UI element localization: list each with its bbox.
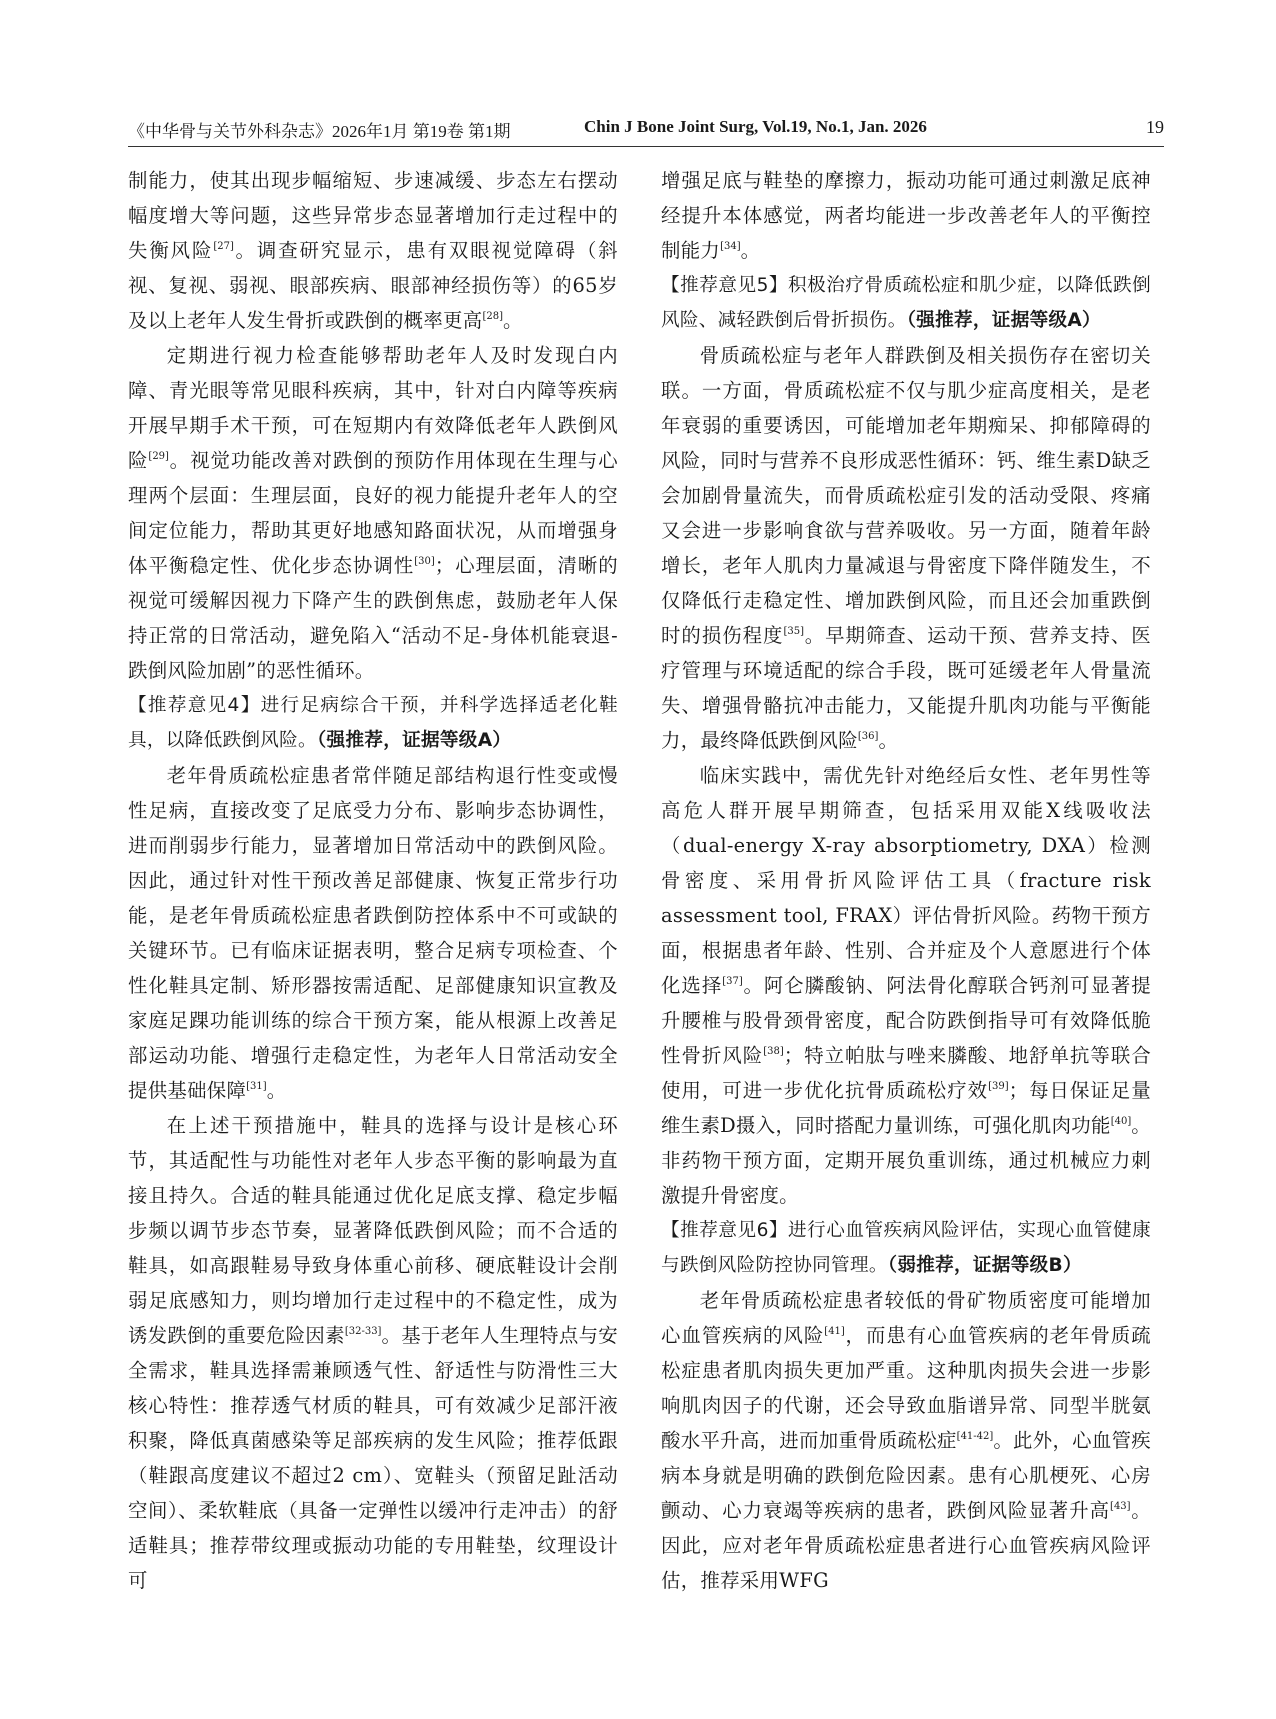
citation: [30] bbox=[414, 556, 435, 567]
citation: [36] bbox=[857, 731, 879, 742]
citation: [40] bbox=[1110, 1116, 1132, 1127]
citation: [38] bbox=[763, 1046, 784, 1057]
recommendation-6: 【推荐意见6】进行心血管疾病风险评估，实现心血管健康与跌倒风险防控协同管理。（弱推荐，证据等级B） bbox=[661, 1220, 1151, 1276]
recommendation-label: 【推荐意见5】 bbox=[661, 275, 789, 296]
citation: [32-33] bbox=[344, 1326, 382, 1337]
citation: [43] bbox=[1110, 1501, 1131, 1512]
evidence-grade: （弱推荐，证据等级B） bbox=[887, 1255, 1082, 1276]
citation: [28] bbox=[482, 311, 503, 322]
citation: [35] bbox=[783, 626, 804, 637]
paragraph-vision-check: 定期进行视力检查能够帮助老年人及时发现白内障、青光眼等常见眼科疾病，其中，针对白内障等疾病开展早期手术干预，可在短期内有效降低老年人跌倒风险[29]。视觉功能改善对跌倒的预防作用体现在生理与心理两个层面：生理层面，良好的视力能提升老年人的空间定位能力，帮助其更好地感知路面状况，从而增强身体平衡稳定性、优化步态协调性[30]；心理层面，清晰的视觉可缓解因视力下降产生的跌倒焦虑，鼓励老年人保持正常的日常活动，避免陷入“活动不足-身体机能衰退-跌倒风险加剧”的恶性循环。 bbox=[128, 344, 618, 682]
paragraph-footwear: 在上述干预措施中，鞋具的选择与设计是核心环节，其适配性与功能性对老年人步态平衡的影响最为直接且持久。合适的鞋具能通过优化足底支撑、稳定步幅步频以调节步态节奏，显著降低跌倒风险；而不合适的鞋具，如高跟鞋易导致身体重心前移、硬底鞋设计会削弱足底感知力，则均增加行走过程中的不稳定性，成为诱发跌倒的重要危险因素[32-33]。基于老年人生理特点与安全需求，鞋具选择需兼顾透气性、舒适性与防滑性三大核心特性：推荐透气材质的鞋具，可有效减少足部汗液积聚，降低真菌感染等足部疾病的发生风险；推荐低跟（鞋跟高度建议不超过2 cm）、宽鞋头（预留足趾活动空间）、柔软鞋底（具备一定弹性以缓冲行走冲击）的舒适鞋具；推荐带纹理或振动功能的专用鞋垫，纹理设计可 bbox=[128, 1114, 618, 1592]
recommendation-label: 【推荐意见4】 bbox=[128, 695, 261, 716]
running-header bbox=[128, 117, 1164, 145]
right-column bbox=[661, 163, 1151, 1663]
left-column bbox=[128, 163, 618, 1663]
paragraph-clinical-practice: 临床实践中，需优先针对绝经后女性、老年男性等高危人群开展早期筛查，包括采用双能X线吸收法（dual-energy X-ray absorptiometry, DXA）检测骨密度、采用骨折风险评估工具（fracture risk assessment tool, FRAX）评估骨折风险。药物干预方面，根据患者年龄、性别、合并症及个人意愿进行个体化选择[37]。阿仑膦酸钠、阿法骨化醇联合钙剂可显著提升腰椎与股骨颈骨密度，配合防跌倒指导可有效降低脆性骨折风险[38]；特立帕肽与唑来膦酸、地舒单抗等联合使用，可进一步优化抗骨质疏松疗效[39]；每日保证足量维生素D摄入，同时搭配力量训练，可强化肌肉功能[40]。非药物干预方面，定期开展负重训练，通过机械应力刺激提升骨密度。 bbox=[661, 764, 1151, 1207]
recommendation-4: 【推荐意见4】进行足病综合干预，并科学选择适老化鞋具，以降低跌倒风险。（强推荐，证据等级A） bbox=[128, 695, 618, 751]
journal-title-en: Chin J Bone Joint Surg, Vol.19, No.1, Jan. 2026 bbox=[584, 117, 927, 136]
citation: [37] bbox=[722, 976, 743, 987]
journal-title-cn: 《中华骨与关节外科杂志》2026年1月 第19卷 第1期 bbox=[128, 122, 511, 141]
citation: [41-42] bbox=[956, 1431, 994, 1442]
citation: [31] bbox=[246, 1081, 267, 1092]
paragraph-osteoporosis: 骨质疏松症与老年人群跌倒及相关损伤存在密切关联。一方面，骨质疏松症不仅与肌少症高度相关，是老年衰弱的重要诱因，可能增加老年期痴呆、抑郁障碍的风险，同时与营养不良形成恶性循环：钙、维生素D缺乏会加剧骨量流失，而骨质疏松症引发的活动受限、疼痛又会进一步影响食欲与营养吸收。另一方面，随着年龄增长，老年人肌肉力量减退与骨密度下降伴随发生，不仅降低行走稳定性、增加跌倒风险，而且还会加重跌倒时的损伤程度[35]。早期筛查、运动干预、营养支持、医疗管理与环境适配的综合手段，既可延缓老年人骨量流失、增强骨骼抗冲击能力，又能提升肌肉功能与平衡能力，最终降低跌倒风险[36]。 bbox=[661, 344, 1151, 752]
page-number: 19 bbox=[1146, 117, 1164, 137]
citation: [29] bbox=[148, 451, 169, 462]
citation: [27] bbox=[213, 241, 234, 252]
paragraph-gait-vision: 制能力，使其出现步幅缩短、步速减缓、步态左右摆动幅度增大等问题，这些异常步态显著增加行走过程中的失衡风险[27]。调查研究显示，患有双眼视觉障碍（斜视、复视、弱视、眼部疾病、眼部神经损伤等）的65岁及以上老年人发生骨折或跌倒的概率更高[28]。 bbox=[128, 169, 618, 332]
recommendation-label: 【推荐意见6】 bbox=[661, 1220, 789, 1241]
paragraph-foot-disease: 老年骨质疏松症患者常伴随足部结构退行性变或慢性足病，直接改变了足底受力分布、影响步态协调性，进而削弱步行能力，显著增加日常活动中的跌倒风险。因此，通过针对性干预改善足部健康、恢复正常步行功能，是老年骨质疏松症患者跌倒防控体系中不可或缺的关键环节。已有临床证据表明，整合足病专项检查、个性化鞋具定制、矫形器按需适配、足部健康知识宣教及家庭足踝功能训练的综合干预方案，能从根源上改善足部运动功能、增强行走稳定性，为老年人日常活动安全提供基础保障[31]。 bbox=[128, 764, 618, 1102]
evidence-grade: （强推荐，证据等级A） bbox=[316, 730, 512, 751]
header-rule bbox=[128, 146, 1164, 147]
citation: [41] bbox=[824, 1326, 845, 1337]
evidence-grade: （强推荐，证据等级A） bbox=[906, 310, 1101, 331]
citation: [39] bbox=[988, 1081, 1009, 1092]
paragraph-insole: 增强足底与鞋垫的摩擦力，振动功能可通过刺激足底神经提升本体感觉，两者均能进一步改善老年人的平衡控制能力[34]。 bbox=[661, 169, 1151, 262]
paragraph-cardiovascular: 老年骨质疏松症患者较低的骨矿物质密度可能增加心血管疾病的风险[41]，而患有心血管疾病的老年骨质疏松症患者肌肉损失更加严重。这种肌肉损失会进一步影响肌肉因子的代谢，还会导致血脂谱异常、同型半胱氨酸水平升高，进而加重骨质疏松症[41-42]。此外，心血管疾病本身就是明确的跌倒危险因素。患有心肌梗死、心房颤动、心力衰竭等疾病的患者，跌倒风险显著升高[43]。因此，应对老年骨质疏松症患者进行心血管疾病风险评估，推荐采用WFG bbox=[661, 1289, 1151, 1592]
citation: [34] bbox=[720, 241, 741, 252]
recommendation-5: 【推荐意见5】积极治疗骨质疏松症和肌少症，以降低跌倒风险、减轻跌倒后骨折损伤。（强推荐，证据等级A） bbox=[661, 275, 1151, 331]
